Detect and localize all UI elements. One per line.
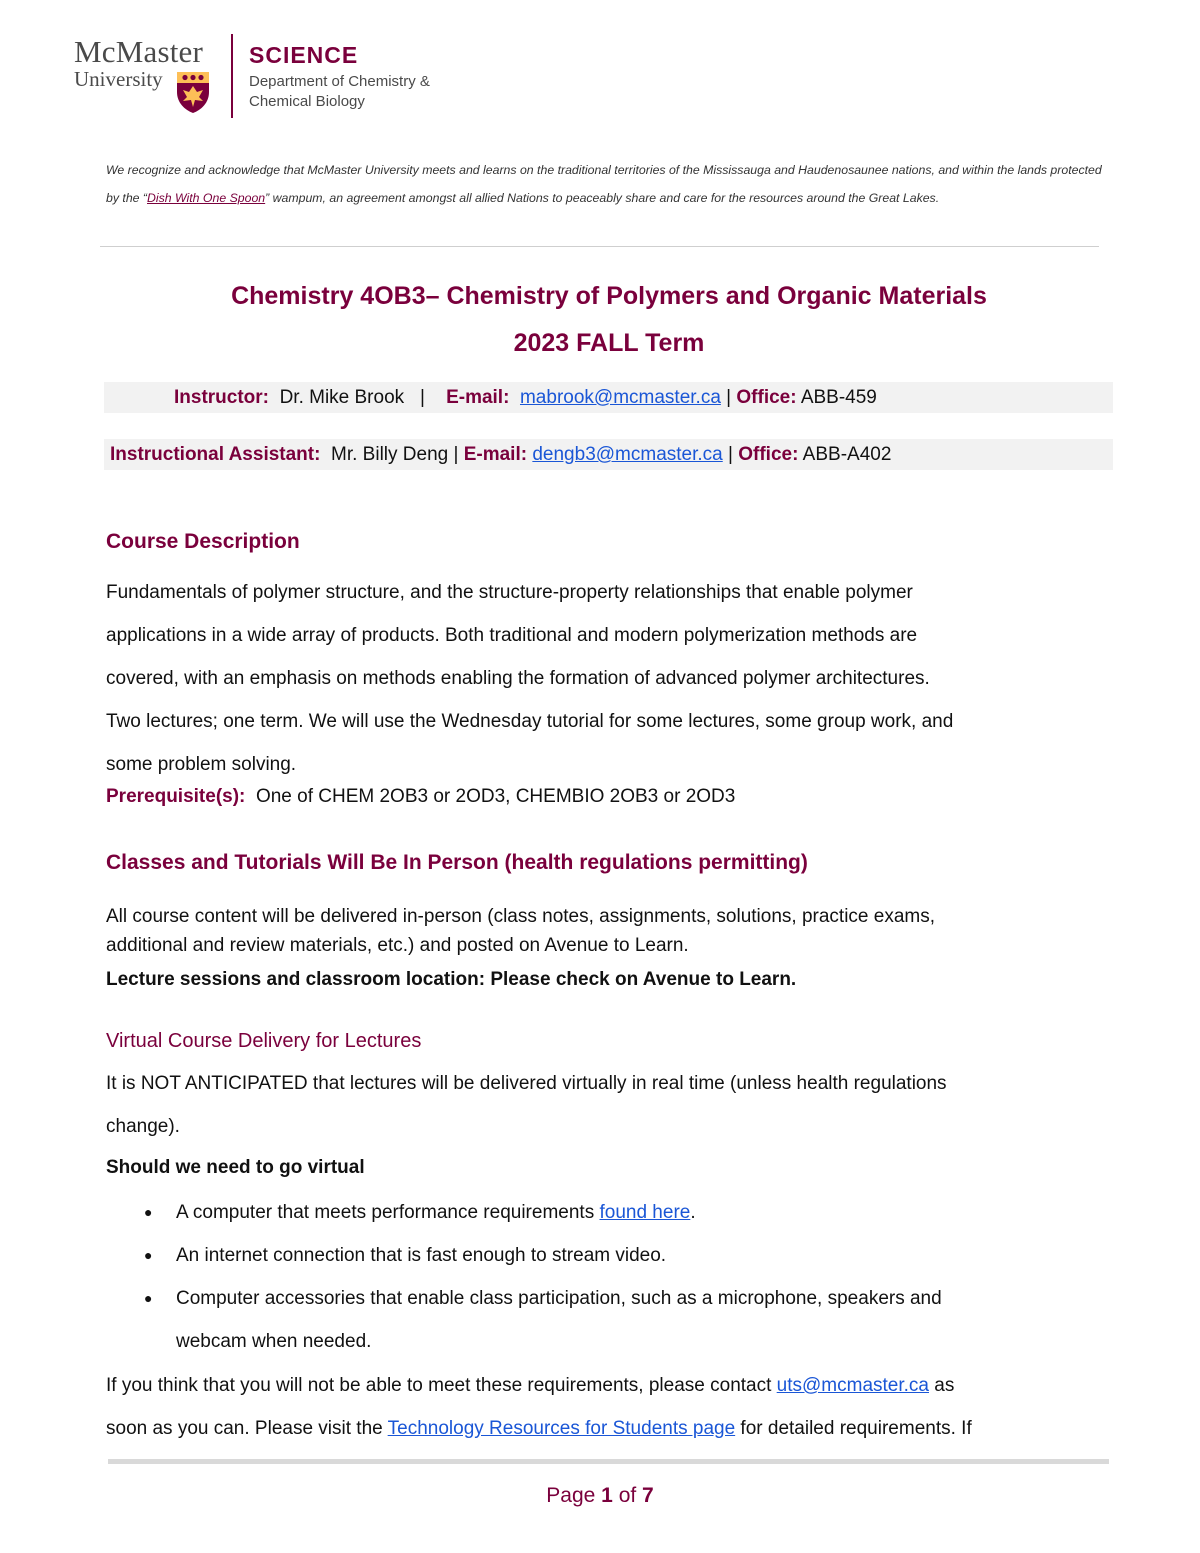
bullet-icon: ●: [144, 1204, 153, 1220]
bullet-icon: ●: [144, 1290, 153, 1306]
requirements-contact: [106, 1364, 1106, 1450]
virtual-delivery-heading: Virtual Course Delivery for Lectures: [106, 1030, 422, 1052]
page-number: [0, 1484, 1200, 1508]
uts-email-link[interactable]: uts@mcmaster.ca: [776, 1375, 929, 1396]
assistant-name: Mr. Billy Deng: [331, 444, 449, 465]
wordmark-mcmaster: McMaster: [74, 34, 204, 69]
go-virtual-subheading: Should we need to go virtual: [106, 1157, 365, 1178]
wordmark-university: University: [74, 67, 163, 91]
faculty-name: SCIENCE: [249, 42, 359, 68]
contact-text-end: as: [929, 1375, 955, 1396]
found-here-link[interactable]: found here: [599, 1202, 691, 1223]
assistant-separator: |: [453, 444, 459, 465]
land-ack-text-2: ” wampum, an agreement amongst all allied Nations to peaceably share and care for the resources around the Great Lakes.: [265, 191, 940, 205]
lecture-location-note: Lecture sessions and classroom location: Please check on Avenue to Learn.: [106, 969, 797, 990]
header-divider: [100, 246, 1099, 247]
land-acknowledgement: [106, 156, 1106, 212]
course-description-body: [106, 571, 1106, 786]
bullet-end: .: [690, 1202, 696, 1223]
course-description-heading: Course Description: [106, 530, 300, 553]
department-line-2: Chemical Biology: [249, 93, 365, 110]
page-current: 1: [601, 1484, 613, 1507]
assistant-office-label: Office:: [738, 444, 799, 465]
classes-line: additional and review materials, etc.) and posted on Avenue to Learn.: [106, 935, 689, 956]
classes-body: [106, 902, 1106, 960]
prerequisite-text: One of CHEM 2OB3 or 2OD3, CHEMBIO 2OB3 or 2OD3: [255, 786, 736, 807]
instructor-email-link[interactable]: mabrook@mcmaster.ca: [519, 387, 721, 408]
course-title: Chemistry 4OB3– Chemistry of Polymers and Organic Materials: [231, 282, 987, 310]
instructor-office: ABB-459: [800, 387, 877, 408]
assistant-info: Instructional Assistant: Mr. Billy Deng | E-mail: dengb3@mcmaster.ca | Office: ABB-A402: [104, 439, 1113, 470]
course-description-line: Two lectures; one term. We will use the Wednesday tutorial for some lectures, some group work, and: [106, 711, 954, 732]
crest-icon: [175, 70, 211, 114]
list-item: [144, 1234, 1076, 1277]
contact-line: [106, 1364, 1106, 1407]
instructor-label: Instructor:: [174, 387, 269, 408]
instructor-email-label: E-mail:: [446, 387, 510, 408]
assistant-office: ABB-A402: [802, 444, 892, 465]
term-title: 2023 FALL Term: [513, 329, 705, 357]
assistant-email-link[interactable]: dengb3@mcmaster.ca: [532, 444, 723, 465]
logo-divider: [231, 34, 233, 118]
classes-heading: Classes and Tutorials Will Be In Person (health regulations permitting): [106, 851, 808, 874]
virtual-delivery-body: [106, 1062, 1106, 1148]
visit-text-end: for detailed requirements. If: [735, 1418, 972, 1439]
technology-resources-link[interactable]: Technology Resources for Students page: [387, 1418, 736, 1439]
classes-line: All course content will be delivered in-person (class notes, assignments, solutions, practice exams,: [106, 906, 935, 927]
dish-with-one-spoon-link[interactable]: Dish With One Spoon: [147, 191, 266, 205]
instructor-info: Instructor: Dr. Mike Brook | E-mail: mabrook@mcmaster.ca | Office: ABB-459: [104, 382, 1113, 413]
visit-text: soon as you can. Please visit the: [106, 1418, 388, 1439]
list-item: [144, 1191, 1076, 1234]
course-description-line: applications in a wide array of products. Both traditional and modern polymerization methods are: [106, 625, 918, 646]
course-description-line: some problem solving.: [106, 754, 297, 775]
department-name: [249, 72, 430, 112]
bullet-text: An internet connection that is fast enough to stream video.: [176, 1245, 667, 1266]
prerequisite-label: Prerequisite(s):: [106, 786, 246, 807]
prerequisites: [106, 786, 1106, 808]
page-total: 7: [642, 1484, 654, 1507]
virtual-line: change).: [106, 1116, 180, 1137]
course-description-line: Fundamentals of polymer structure, and the structure-property relationships that enable polymer: [106, 582, 913, 603]
course-description-line: covered, with an emphasis on methods enabling the formation of advanced polymer architectures.: [106, 668, 930, 689]
instructor-name: Dr. Mike Brook: [279, 387, 405, 408]
page-word: Page: [546, 1484, 596, 1507]
footer-divider: [108, 1459, 1109, 1464]
of-word: of: [618, 1484, 637, 1507]
bullet-text: A computer that meets performance requirements: [176, 1202, 600, 1223]
instructor-separator: |: [420, 387, 425, 408]
instructor-office-label: Office:: [736, 387, 797, 408]
virtual-line: It is NOT ANTICIPATED that lectures will be delivered virtually in real time (unless health regulations: [106, 1073, 947, 1094]
contact-text: If you think that you will not be able to meet these requirements, please contact: [106, 1375, 777, 1396]
assistant-email-label: E-mail:: [463, 444, 528, 465]
department-line-1: Department of Chemistry &: [249, 73, 430, 90]
bullet-icon: ●: [144, 1247, 153, 1263]
bullet-text: Computer accessories that enable class participation, such as a microphone, speakers and: [176, 1288, 942, 1309]
list-item: [144, 1277, 1076, 1363]
assistant-label: Instructional Assistant:: [110, 444, 321, 465]
bullet-text: webcam when needed.: [176, 1331, 372, 1352]
visit-line: [106, 1407, 1106, 1450]
land-ack-text-1: We recognize and acknowledge that McMaster University meets and learns on the traditional territories of the Mississauga and Haudenosaunee nations, and within the lands protected by the “: [106, 163, 1102, 205]
